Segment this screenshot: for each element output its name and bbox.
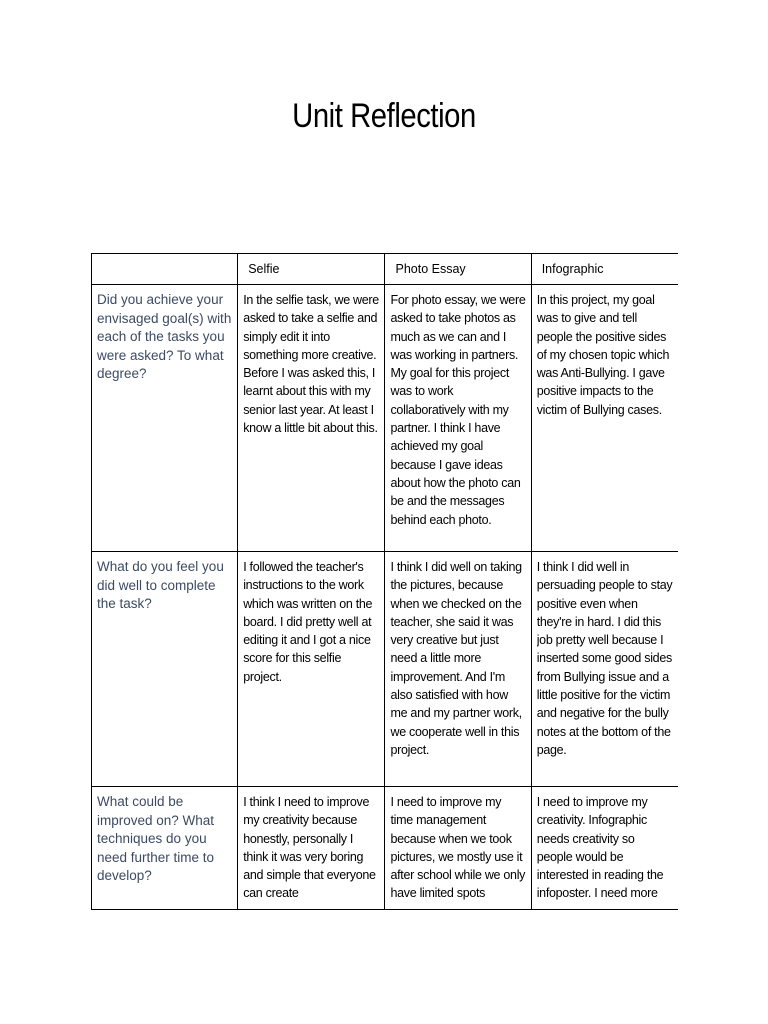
question-text: Did you achieve your envisaged goal(s) with each of the tasks you were asked? To what degree?: [97, 292, 232, 381]
table-row: [92, 552, 679, 787]
question-cell: [92, 552, 238, 787]
table-row: [92, 285, 679, 552]
answer-text: In this project, my goal was to give and tell people the positive sides of my chosen topic which was Anti-Bullying. I gave positive impacts to the victim of Bullying cases.: [536, 293, 670, 417]
answer-text: I think I need to improve my creativity because honestly, personally I think it was very boring and simple that everyone can create: [243, 795, 376, 901]
infographic-answer-cell: [531, 552, 678, 787]
question-cell: [92, 285, 238, 552]
header-cell-photo-essay: Photo Essay: [385, 254, 531, 285]
answer-text: In the selfie task, we were asked to take a selfie and simply edit it into something more creative. Before I was asked this, I learnt about this with my senior last year. At least I know a little bit about this.: [243, 293, 379, 436]
reflection-table: [91, 253, 678, 910]
infographic-answer-cell: [531, 787, 678, 910]
photo-essay-answer-cell: [385, 552, 531, 787]
answer-text: I think I did well in persuading people to stay positive even when they're in hard. I did this job pretty well because I inserted some good sides from Bullying issue and a little positive for the victim and negative for the bully notes at the bottom of the page.: [536, 560, 673, 757]
answer-text: For photo essay, we were asked to take photos as much as we can and I was working in partners. My goal for this project was to work collaboratively with my partner. I think I have achieved my goal because I gave ideas about how the photo can be and the messages behind each photo.: [390, 293, 526, 527]
table-row: [92, 787, 679, 910]
question-text: What could be improved on? What techniques do you need further time to develop?: [97, 794, 215, 883]
question-cell: [92, 787, 238, 910]
selfie-answer-cell: [238, 552, 385, 787]
header-cell-selfie: Selfie: [238, 254, 385, 285]
question-text: What do you feel you did well to complete the task?: [97, 559, 224, 611]
page-title: Unit Reflection: [292, 97, 476, 135]
table-header-row: [92, 254, 679, 285]
infographic-answer-cell: [531, 285, 678, 552]
reflection-table-container: [91, 253, 678, 919]
selfie-answer-cell: [238, 787, 385, 910]
answer-text: I need to improve my time management because when we took pictures, we mostly use it after school while we only have limited spots: [390, 795, 526, 901]
answer-text: I need to improve my creativity. Infographic needs creativity so people would be interested in reading the infoposter. I need more: [536, 795, 664, 901]
header-cell-empty: [92, 254, 238, 285]
header-cell-infographic: Infographic: [531, 254, 678, 285]
photo-essay-answer-cell: [385, 285, 531, 552]
answer-text: I think I did well on taking the pictures, because when we checked on the teacher, she said it was very creative but just need a little more improvement. And I'm also satisfied with how me and my partner work, we cooperate well in this project.: [390, 560, 522, 757]
selfie-answer-cell: [238, 285, 385, 552]
photo-essay-answer-cell: [385, 787, 531, 910]
answer-text: I followed the teacher's instructions to the work which was written on the board. I did pretty well at editing it and I got a nice score for this selfie project.: [243, 560, 373, 684]
